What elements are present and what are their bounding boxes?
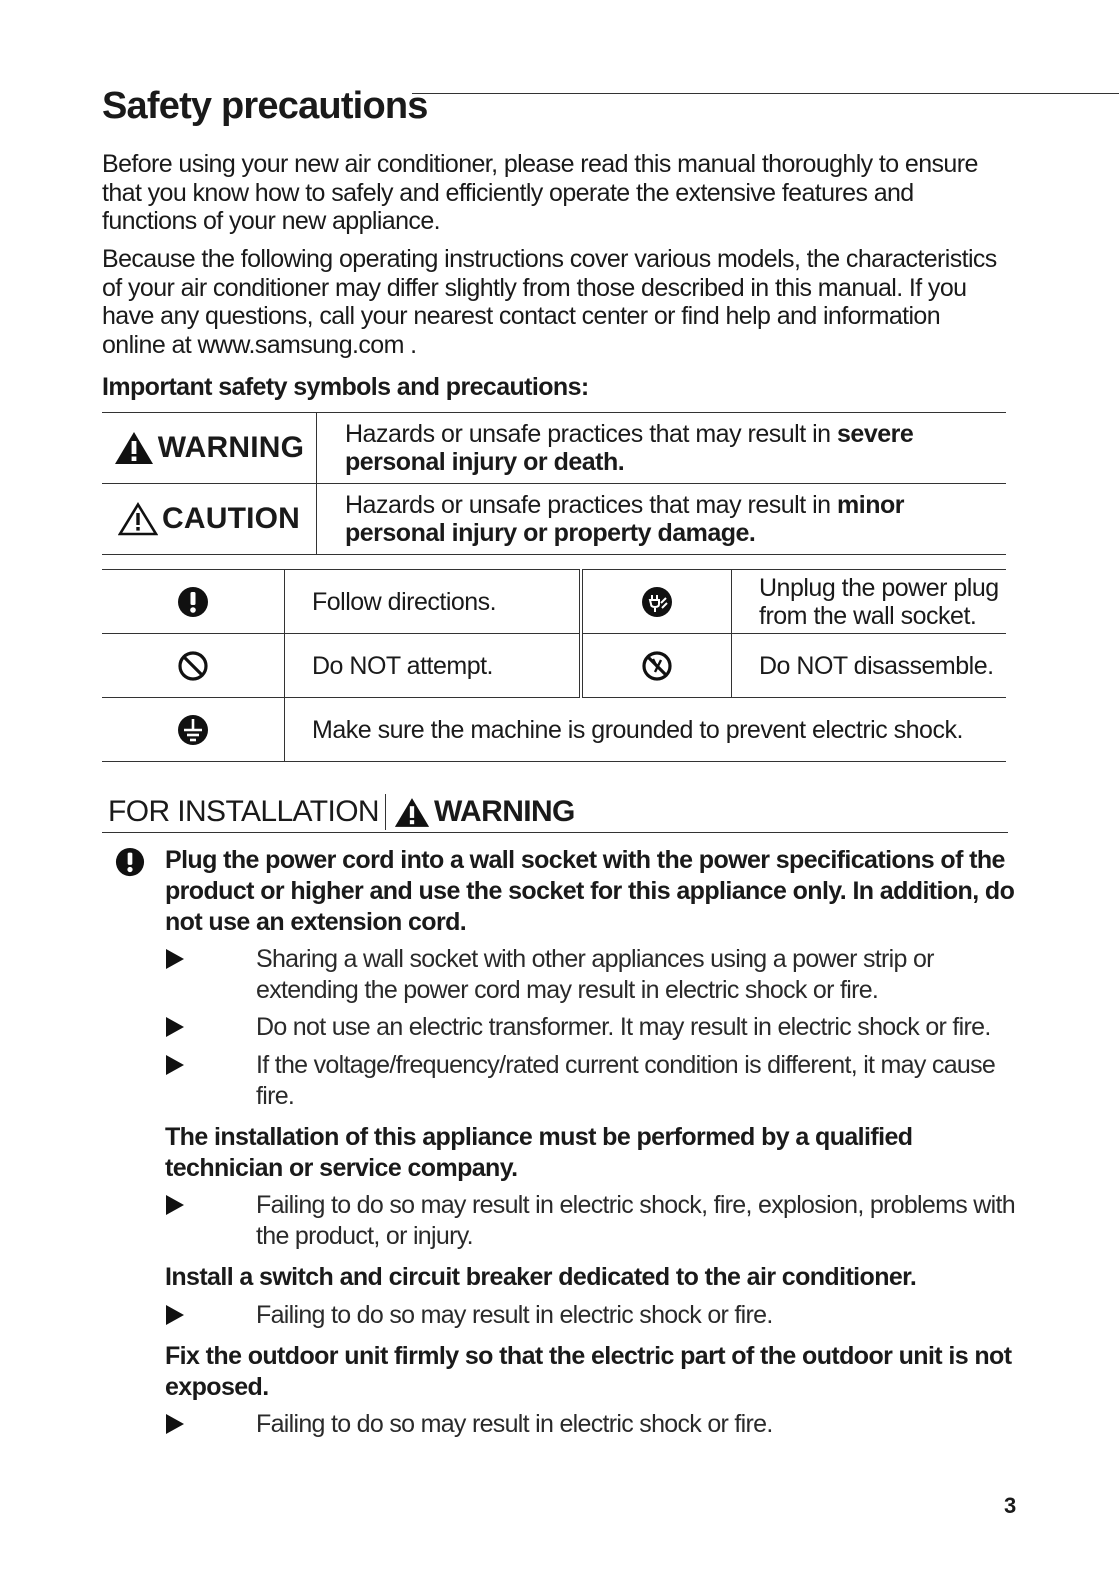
prohibited-icon [177, 650, 209, 682]
bullet-text: Sharing a wall socket with other appliances using a power strip or extending the power cord may result in electric shock or fire. [256, 945, 934, 1004]
signal-word-table [102, 412, 1006, 555]
installation-rule [102, 832, 1008, 833]
bullet-text: Failing to do so may result in electric shock or fire. [256, 1410, 773, 1438]
instruction-heading: The installation of this appliance must be performed by a qualified technician or service company. [165, 1123, 913, 1182]
warning-description: Hazards or unsafe practices that may result in severe personal injury or death. [317, 413, 1007, 484]
installation-warning: WARNING [394, 794, 575, 830]
warning-triangle-icon [394, 797, 430, 828]
intro-paragraph-1: Before using your new air conditioner, please read this manual thoroughly to ensure that you know how to safely and efficiently operate the extensive features and functions of your new appliance. [102, 150, 978, 235]
caution-triangle-icon [118, 502, 158, 536]
bullet-arrow-icon [166, 1305, 184, 1325]
do-not-disassemble-icon [641, 650, 673, 682]
page-title: Safety precautions [102, 85, 428, 127]
do-not-attempt-text: Do NOT attempt. [285, 634, 582, 698]
symbols-heading: Important safety symbols and precautions: [102, 373, 589, 401]
unplug-icon [641, 586, 673, 618]
grounding-text: Make sure the machine is grounded to prevent electric shock. [285, 698, 1007, 762]
caution-description: Hazards or unsafe practices that may result in minor personal injury or property damage. [317, 484, 1007, 555]
bullet-text: If the voltage/frequency/rated current condition is different, it may cause fire. [256, 1051, 996, 1110]
follow-directions-text: Follow directions. [285, 570, 582, 634]
bullet-arrow-icon [166, 1195, 184, 1215]
warning-row [102, 413, 1006, 484]
do-not-disassemble-text: Do NOT disassemble. [732, 634, 1007, 698]
caution-label: CAUTION [102, 502, 316, 536]
symbols-row-3 [102, 698, 1006, 762]
installation-header [108, 794, 575, 830]
unplug-text: Unplug the power plug from the wall socket. [732, 570, 1007, 634]
warning-label: WARNING [102, 431, 316, 465]
symbols-table [102, 569, 1006, 762]
warning-triangle-icon [114, 431, 154, 465]
intro-paragraph-2: Because the following operating instructions cover various models, the characteristics of your air conditioner may differ slightly from those described in this manual. If you have any questions, call your nearest contact center or find help and information online at www.samsung.com . [102, 245, 997, 359]
instruction-heading: Plug the power cord into a wall socket with the power specifications of the product or higher and use the socket for this appliance only. In addition, do not use an extension cord. [165, 846, 1015, 936]
bullet-text: Failing to do so may result in electric shock or fire. [256, 1301, 773, 1329]
bullet-text: Do not use an electric transformer. It may result in electric shock or fire. [256, 1013, 991, 1041]
bullet-arrow-icon [166, 949, 184, 969]
ground-icon [177, 714, 209, 746]
bullet-text: Failing to do so may result in electric shock, fire, explosion, problems with the product, or injury. [256, 1191, 1015, 1250]
symbols-row-1 [102, 570, 1006, 634]
mandatory-action-icon [177, 586, 209, 618]
bullet-arrow-icon [166, 1414, 184, 1434]
caution-row [102, 484, 1006, 555]
bullet-arrow-icon [166, 1055, 184, 1075]
symbols-row-2 [102, 634, 1006, 698]
mandatory-action-icon [115, 847, 145, 877]
installation-label: FOR INSTALLATION [108, 794, 386, 830]
instruction-heading: Fix the outdoor unit firmly so that the electric part of the outdoor unit is not exposed. [165, 1342, 1012, 1401]
title-rule [412, 93, 1119, 94]
bullet-arrow-icon [166, 1017, 184, 1037]
instruction-heading: Install a switch and circuit breaker dedicated to the air conditioner. [165, 1263, 917, 1291]
page-number: 3 [1004, 1493, 1017, 1518]
